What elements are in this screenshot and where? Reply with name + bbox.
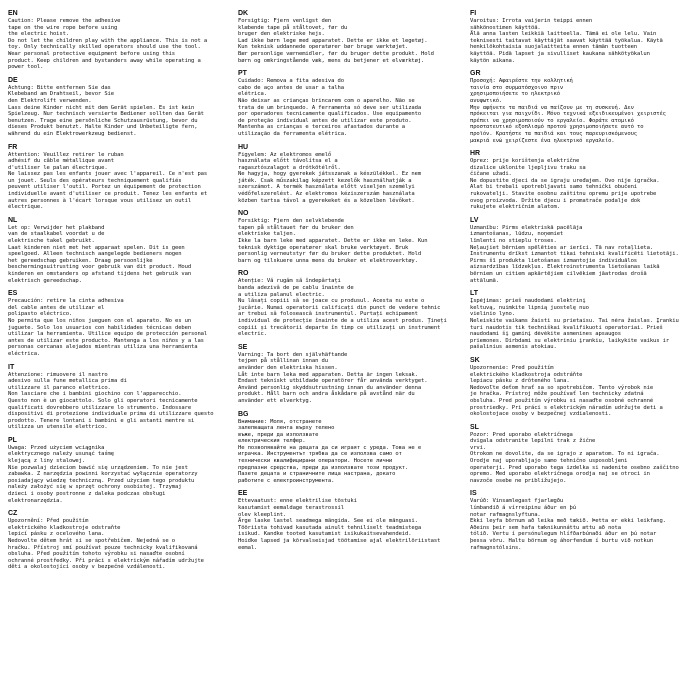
warning-text: Προσοχή: Αφαιρέστε την κολλητική ταινία στο συρματόσχοινο πριν χρησιμοποιήσετε το ηλεκτρικό ανυψωτικό. Μην αφήνετε τα παιδιά να παίζουν με τη συσκευή. Δεν πρόκειται για παιχνίδι. Μόνο τεχνικά εξειδικευμένοι χειριστές πρέπει να χρησιμοποιούν το εργαλείο. Φοράτε ατομικό προστατευτικό εξοπλισμό προτού χρησιμοποιήσετε αυτό το προϊόν. Κρατήστε τα παιδιά και τους παρευρισκόμενους μακριά ενώ χειρίζεστε ένα ηλεκτρικό εργαλείο. [470,78,666,144]
language-code: PL [8,436,17,444]
language-code: NL [8,216,18,224]
warning-block-de [8,77,228,138]
language-code: IT [8,363,15,371]
warning-block-bg [238,411,458,485]
warning-block-nl [8,217,228,284]
warning-block-pt [238,70,458,137]
warning-block-fr [8,144,228,211]
warning-block-no [238,210,458,264]
language-code: FI [470,10,477,17]
column-left [8,10,228,577]
warning-text: Įspėjimas: prieš naudodami elektrinį keltuvą, nuimkite lipnią juostelę nuo vielinio lyno. Neleiskite vaikams žaisti su prietaisu. Tai nėra žaislas. Įrankiu turi naudotis tik techniškai kvalifikuoti operatoriai. Prieš naudodami šį gaminį dėvėkite asmenines apsaugos priemones. Dirbdami su elektriniu įrankiu, laikykite vaikus ir pašalinius asmenis atokiau. [470,298,679,351]
warning-text: Varúð: Vinsamlegast fjarlægðu límbandið á vírreipinu áður en þú notar rafmagnslyftuna. Ekki leyfa börnum að leika með tækið. Þetta er ekki leikfang. Aðeins þeir sem hafa tæknikunnáttu ættu að nota tólið. Vertu í persónulegum hlífðarbúnaði áður en þú notar þessa vöru. Haltu börnum og áhorfendum í burtu við notkun rafmagnstólsins. [470,498,666,551]
language-code: HU [238,143,249,151]
language-code: GR [470,70,481,78]
warning-text: Forsiktig: Fjern den selvklebende tapen på ståltauet før du bruker den elektriske taljen. Ikke la barn leke med apparatet. Dette er ikke en leke. Kun teknisk dyktige operatører skal bruke verktøyet. Bruk personlig verneutstyr før du bruker dette produktet. Hold barn og tilskuere unna mens du bruker et elektroverktøy. [238,218,428,264]
language-code: DK [238,10,249,17]
warning-text: Внимание: Моля, отстранете залепващата лента върху телено въже, преди да използвате електрическия телфер. Не позволявайте на децата да си играят с уреда. Това не е играчка. Инструментът трябва да се използва само от технически квалифицирани оператори. Носете лични предпазни средства, преди да използвате този продукт. Пазете децата и страничните лица настрана, докато работите с електроинструмента. [238,418,422,484]
language-code: IS [470,490,477,498]
warning-text: Cuidado: Remova a fita adesiva do cabo de aço antes de usar a talha elétrica. Não deixar as crianças brincarem com o aparelho. Não se trata de um brinquedo. A ferramenta só deve ser utilizada por operadores tecnicamente qualificados. Use equipamento de proteção individual antes de utilizar este produto. Mantenha as crianças e terceiros afastados durante a utilização da ferramenta elétrica. [238,78,422,137]
warning-text: Let op: Verwijder het plakband van de staalkabel voordat u de elektrische takel gebruikt. Laat kinderen niet met het apparaat spelen. Dit is geen speelgoed. Alleen technisch aangelegde bedieners mogen het gereedschap gebruiken. Draag persoonlijke beschermingsuitrusting voor gebruik van dit product. Houd kinderen en omstanders op afstand tijdens het gebruik van elektrisch gereedschap. [8,224,192,284]
language-code: NO [238,210,249,218]
language-code: SL [470,423,479,431]
warning-block-it [8,364,228,431]
warning-text: Attenzione: rimuovere il nastro adesivo sulla fune metallica prima di utilizzare il paranco elettrico. Non lasciare che i bambini giochino con l'apparecchio. Questo non è un giocattolo. Solo gli operatori tecnicamente qualificati dovrebbero utilizzare lo strumento. Indossare dispositivi di protezione individuale prima di utilizzare questo prodotto. Tenere lontani i bambini e gli astanti mentre si utilizza un utensile elettrico. [8,371,214,431]
warning-block-ee [238,490,458,551]
warning-text: Forsigtig: Fjern venligst den klæbende tape på ståltovet, før du bruger den elektriske hejs. Lad ikke børn lege med apparatet. Dette er ikke et legetøj. Kun teknisk uddannede operatører bør bruge værktøjet. Bær personlige værnemidler, før du bruger dette produkt. Hold børn og omkringstående væk, mens du betjener et elværktøj. [238,18,434,64]
warning-block-dk [238,10,458,64]
warning-block-hr [470,150,690,211]
warning-block-hu [238,144,458,205]
warning-text: Pozor: Pred uporabo električnega dvigala odstranite lepilni trak z žične vrvi. Otrokom ne dovolite, da se igrajo z aparatom. To ni igrača. Orodje naj uporabljajo samo tehnično usposobljeni operaterji. Pred uporabo tega izdelka si nadenite osebno zaščitno opremo. Med uporabo električnega orodja naj se otroci in navzoče osebe ne približujejo. [470,431,679,484]
language-code: LT [470,290,479,298]
warning-text: Precaución: retire la cinta adhesiva del cable antes de utilizar el polipasto eléctrico. No permita que los niños jueguen con el aparato. No es un juguete. Solo los usuarios con habilidades técnicas deben utilizar la herramienta. Utilice equipo de protección personal antes de utilizar este producto. Mantenga a los niños y a las personas cercanas alejados mientras utiliza una herramienta eléctrica. [8,298,208,357]
language-code: RO [238,270,249,278]
column-middle [238,10,458,557]
language-code: DE [8,76,18,84]
language-code: HR [470,150,481,158]
warning-block-cz [8,510,228,571]
language-code: SE [238,343,248,351]
warning-text: Upozornění: Před použitím elektrického kladkostroje odstraňte lepicí pásku z ocelového lana. Nedovolte dětem hrát si se spotřebičem. Nejedná se o hračku. Přístroj smí používat pouze technicky kvalifikovaná obsluha. Před použitím tohoto výrobku si nasaďte osobní ochranné prostředky. Při práci s elektrickým nářadím udržujte děti a okolostojící osoby v bezpečné vzdálenosti. [8,518,204,571]
warning-text: Uzmanību: Pirms elektriskā pacēlāja izmantošanas, lūdzu, noņemiet līmlenti no stieplu troses. Neļaujiet bērniem spēlēties ar ierīci. Tā nav rotaļlieta. Instrumentu drīkst izmantot tikai tehniski kvalificēti lietotāji. Pirms šī produkta lietošanas izmantojie individuālos aizsardzības līdzekļus. Elektroinstrumenta lietošanas laikā bērniem un citiem apkārtējiem cilvēkiem jāatrodas drošā attālumā. [470,224,679,284]
language-code: ES [8,290,18,298]
warning-block-lt [470,290,690,351]
warning-block-fi [470,10,690,64]
warning-block-sk [470,357,690,418]
warning-block-se [238,344,458,405]
warning-block-ro [238,270,458,337]
language-code: SK [470,356,480,364]
warning-block-es [8,290,228,357]
warning-text: Ettevaatust: enne elektrilise tõstuki kasutamist eemaldage terastrossil olev kleeplint. Ärge laske lastel seadmega mängida. See ei ole mänguasi. Tööriista tohivad kasutada ainult tehniliselt teadmistega isikud. Kandke tooted kasutamist isikukaitsevahendeid. Hoidke lapsed ja kõrvalseisjad töötamise ajal elektrilöriistast eemal. [238,498,441,551]
warning-block-pl [8,437,228,504]
language-code: EN [8,10,18,17]
warning-block-en [8,10,228,71]
warning-text: Uwaga: Przed użyciem wciągnika elektrycznego należy usunąć taśmę klejącą z liny stalowej. Nie pozwalaj dzieciom bawić się urządzeniem. To nie jest zabawka. Z narzędzia powinni korzystać wyłącznie operatorzy posiadający wiedzę techniczną. Przed użyciem tego produktu należy założyć się w sprzęt ochrony osobistej. Trzymaj dzieci i osoby postronne z daleka podczas obsługi elektronarzędzia. [8,444,198,504]
warning-text: Upozornenie: Pred použitím elektrického kladkostroja odstráňte lepiacu pásku z drôteného lana. Nedovoľte deťom hrať sa so spotrebičom. Tento výrobok nie je hračka. Prístroj môže používať len technicky zdatná obsluha. Pred použitím výrobku si nasaďte osobné ochranné prostriedky. Pri práci s elektrickým náradím udržujte deti a okolostojace osoby v bezpečnej vzdialenosti. [470,364,663,418]
language-code: LV [470,216,479,224]
warning-text: Figyelem: Az elektromos emelő használata előtt távolítsa el a ragasztószalagot a drótkötélről. Ne hagyja, hogy gyerekek játsszanak a készülékkel. Ez nem játék. Csak műszakilag képzett kezelők használhatják a szerszámot. A termék használata előtt viseljen személyi védőfelszerelést. Az elektromos kéziszerszám használata közben tartsa távol a gyerekeket és a közelben lévőket. [238,151,422,204]
warning-block-is [470,490,690,551]
language-code: CZ [8,510,18,518]
language-code: BG [238,410,249,418]
warning-text: Caution: Please remove the adhesive tape on the wire rope before using the electric hoist. Do not let the children play with the appliance. This is not a toy. Only technically skilled operators should use the tool. Wear personal protective equipment before using this product. Keep children and bystanders away while operating a power tool. [8,18,208,71]
warning-text: Achtung: Bitte entfernen Sie das Klebeband am Drahtseil, bevor Sie den Elektrolift verwenden. Lass deine Kinder nicht mit dem Gerät spielen. Es ist kein Spielzeug. Nur technisch versierte Bediener sollten das Gerät benutzen. Trage eine persönliche Schutzausrüstung, bevor du dieses Produkt benutzt. Halte Kinder und Unbeteiligte fern, während du ein Elektrowerkzeug bedienst. [8,84,204,137]
warning-block-lv [470,217,690,284]
warning-block-sl [470,424,690,485]
warning-text: Varoitus: Irrota vaijerin teippi ennen sähkönostimen käyttöä. Älä anna lasten leikkiä laitteella. Tämä ei ole lelu. Vain teknisesti taitavat käyttäjät saavat käyttää työkalua. Käytä henkilökohtaisia suojalaitteita ennen tämän tuotteen käyttöä. Pidä lapset ja sivulliset kaukana sähkötyökalun käytön aikana. [470,18,663,64]
warning-text: Varning: Ta bort den självhäftande tejpen på stållinan innan du använder den elektriska hissen. Låt inte barn leka med apparaten. Detta är ingen leksak. Endast tekniskt utbildade operatörer får använda verktyget. Använd personlig skyddsutrustning innan du använder denna produkt. Håll barn och andra åskådare på avstånd när du använder ett elverktyg. [238,351,428,404]
language-code: EE [238,490,248,498]
language-code: FR [8,143,18,151]
warning-text: Atenție: Vă rugăm să îndepărtați banda adezivă de pe cablu înainte de a utiliza palanul electric. Nu lăsați copiii să se joace cu produsul. Acesta nu este o jucărie. Numai operatorii calificați din punct de vedere tehnic ar trebui să folosească instrumentul. Purtați echipament individual de protecție înainte de a utiliza acest produs. Țineți copiii și trecătorii departe în timp ce utilizați un instrument electric. [238,278,447,338]
warning-block-gr [470,70,690,144]
warning-text: Attention: Veuillez retirer le ruban adhésif du câble métallique avant d'utiliser le palan électrique. Ne laissez pas les enfants jouer avec l'appareil. Ce n'est pas un jouet. Seuls des opérateurs techniquement qualifiés peuvent utiliser l'outil. Portez un équipement de protection individuelle avant d'utiliser ce produit. Tenez les enfants et autres personnes à l'écart lorsque vous utilisez un outil électrique. [8,151,208,211]
column-right [470,10,690,557]
warning-text: Oprez: prije korištenja električne dizalice uklonite ljepljivu traku sa čičane užadi. Ne dopustite djeci da se igraju uređajem. Ovo nije igračka. Alat bi trebali upotrebljavati samo tehnički obučeni rukovatelji. Stavite osobnu zaštitnu opremu prije upotrebe ovog proizvoda. Držite djecu i promatrače podalje dok rukujete električnim alatom. [470,158,660,211]
language-code: PT [238,70,247,78]
